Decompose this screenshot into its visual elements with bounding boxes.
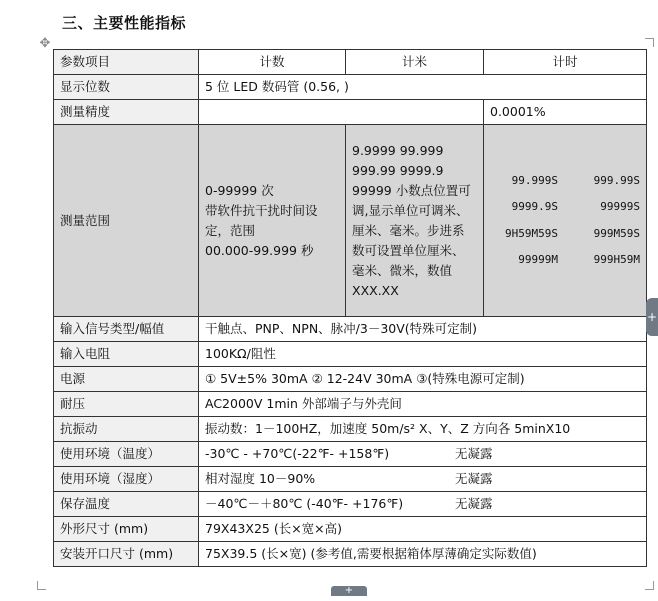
range-meter-line: XXX.XX bbox=[352, 282, 399, 298]
row-label: 保存温度 bbox=[54, 492, 199, 517]
row-label: 电源 bbox=[54, 367, 199, 392]
table-row bbox=[54, 417, 647, 442]
row-value bbox=[199, 492, 647, 517]
range-time-value: 99.999S bbox=[511, 173, 558, 187]
range-meter-line: 99999 小数点位置可 bbox=[352, 182, 471, 198]
page-corner-mark bbox=[645, 38, 654, 47]
table-row bbox=[54, 467, 647, 492]
row-label: 使用环境（湿度） bbox=[54, 467, 199, 492]
row-value: 0.0001% bbox=[484, 100, 647, 125]
header-time: 计时 bbox=[484, 50, 647, 75]
range-meter-line: 9.9999 99.999 bbox=[352, 142, 444, 158]
table-row bbox=[54, 517, 647, 542]
range-meter-line: 毫米、微米，数值 bbox=[352, 262, 453, 278]
range-count-line: 定，范围 bbox=[205, 222, 256, 238]
table-row bbox=[54, 75, 647, 100]
row-value: 5 位 LED 数码管 (0.56, ) bbox=[199, 75, 647, 100]
table-row bbox=[54, 392, 647, 417]
table-row bbox=[54, 100, 647, 125]
row-value-text: 相对湿度 10－90% bbox=[205, 471, 316, 486]
range-time-value: 99999S bbox=[600, 200, 640, 213]
row-note: 无凝露 bbox=[455, 446, 493, 461]
range-time-cell bbox=[484, 125, 647, 317]
range-time-value: 999M59S bbox=[593, 226, 640, 240]
range-count-cell bbox=[199, 125, 346, 317]
row-label: 输入电阻 bbox=[54, 342, 199, 367]
row-value: ① 5V±5% 30mA ② 12-24V 30mA ③(特殊电源可定制) bbox=[199, 367, 647, 392]
range-time-value: 9H59M59S bbox=[505, 226, 558, 240]
row-value: AC2000V 1min 外部端子与外壳间 bbox=[199, 392, 647, 417]
spec-table bbox=[53, 49, 647, 567]
row-note: 无凝露 bbox=[455, 496, 493, 511]
header-meter: 计米 bbox=[346, 50, 484, 75]
section-heading: 三、主要性能指标 bbox=[62, 14, 187, 32]
table-row bbox=[54, 367, 647, 392]
page-corner-mark bbox=[645, 581, 654, 590]
range-count-line: 0-99999 次 bbox=[205, 182, 274, 198]
table-row bbox=[54, 442, 647, 467]
row-label: 输入信号类型/幅值 bbox=[54, 317, 199, 342]
row-label: 抗振动 bbox=[54, 417, 199, 442]
range-time-value: 999H59M bbox=[593, 253, 640, 266]
row-note: 无凝露 bbox=[455, 471, 493, 486]
row-value: 振动数：1－100HZ，加速度 50m/s² X、Y、Z 方向各 5minX10 bbox=[199, 417, 647, 442]
row-value: 75X39.5 (长×宽) (参考值,需要根据箱体厚薄确定实际数值) bbox=[199, 542, 647, 567]
row-label: 安装开口尺寸 (mm) bbox=[54, 542, 199, 567]
range-meter-line: 调,显示单位可调米、 bbox=[352, 202, 469, 218]
row-value: 79X43X25 (长×宽×高) bbox=[199, 517, 647, 542]
row-value: 100KΩ/阻性 bbox=[199, 342, 647, 367]
table-row bbox=[54, 317, 647, 342]
header-count: 计数 bbox=[199, 50, 346, 75]
range-meter-line: 厘米、毫米。步进系 bbox=[352, 222, 465, 238]
range-meter-line: 数可设置单位厘米、 bbox=[352, 242, 465, 258]
row-value bbox=[199, 442, 647, 467]
table-header-row bbox=[54, 50, 647, 75]
range-time-value: 9999.9S bbox=[511, 200, 558, 213]
row-label: 外形尺寸 (mm) bbox=[54, 517, 199, 542]
row-label: 使用环境（温度） bbox=[54, 442, 199, 467]
range-meter-cell bbox=[346, 125, 484, 317]
range-meter-line: 999.99 9999.9 bbox=[352, 162, 444, 178]
row-label: 测量范围 bbox=[54, 125, 199, 317]
range-count-line: 00.000-99.999 秒 bbox=[205, 242, 314, 258]
table-move-handle-icon[interactable]: ✥ bbox=[39, 36, 51, 51]
add-row-button[interactable]: + bbox=[331, 586, 367, 596]
row-value-text: －40℃－＋80℃ (-40℉- +176℉) bbox=[205, 496, 404, 511]
range-time-value: 99999M bbox=[518, 253, 558, 266]
header-param: 参数项目 bbox=[54, 50, 199, 75]
row-label: 耐压 bbox=[54, 392, 199, 417]
row-label: 测量精度 bbox=[54, 100, 199, 125]
table-row bbox=[54, 492, 647, 517]
row-empty-cell bbox=[199, 100, 484, 125]
row-value: 干触点、PNP、NPN、脉冲/3－30V(特殊可定制) bbox=[199, 317, 647, 342]
row-value bbox=[199, 467, 647, 492]
table-row bbox=[54, 342, 647, 367]
add-column-button[interactable]: + bbox=[646, 298, 658, 336]
range-time-value: 999.99S bbox=[593, 173, 640, 187]
page-corner-mark bbox=[37, 581, 46, 590]
table-row-range bbox=[54, 125, 647, 317]
range-count-line: 带软件抗干扰时间设 bbox=[205, 202, 318, 218]
table-row bbox=[54, 542, 647, 567]
row-value-text: -30℃ - +70℃(-22℉- +158℉) bbox=[205, 446, 390, 461]
row-label: 显示位数 bbox=[54, 75, 199, 100]
